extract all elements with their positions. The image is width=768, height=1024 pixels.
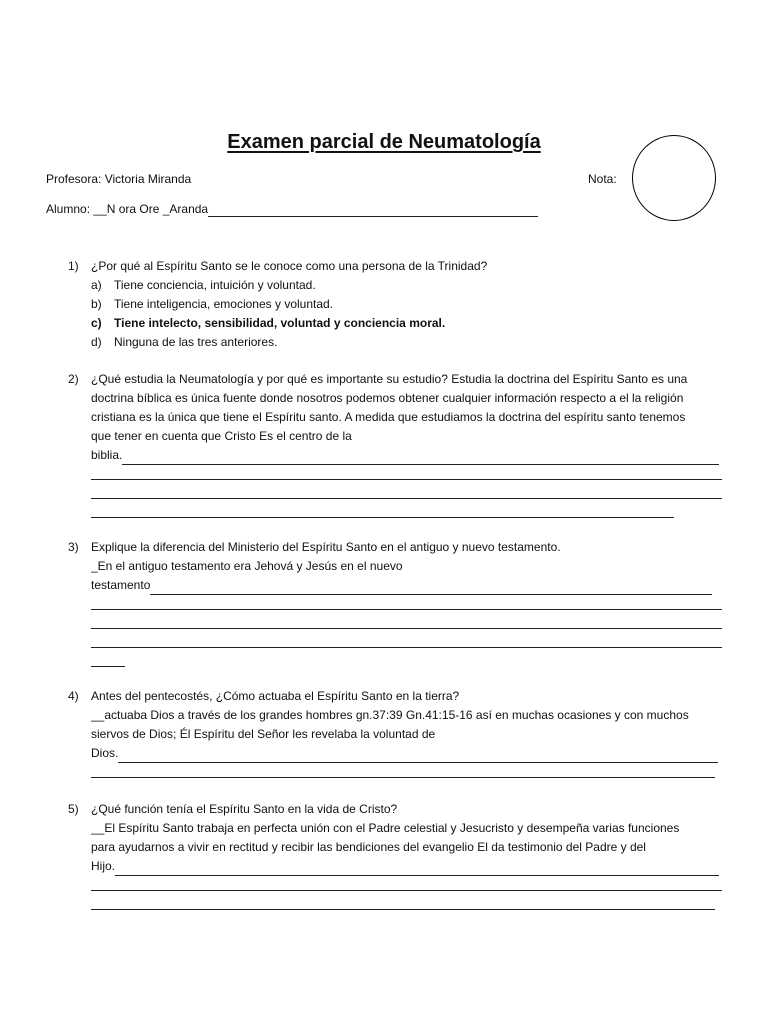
question-number: 5) <box>68 802 79 816</box>
answer-blank-line[interactable] <box>91 503 725 522</box>
question-body <box>91 538 725 671</box>
option-d[interactable] <box>91 333 725 352</box>
question-text-line: Explique la diferencia del Ministerio del Espíritu Santo en el antiguo y nuevo testamento. <box>91 540 561 554</box>
question-number: 3) <box>68 540 79 554</box>
question-number: 2) <box>68 372 79 386</box>
option-text: Tiene intelecto, sensibilidad, voluntad y conciencia moral. <box>114 316 446 330</box>
answer-line: doctrina bíblica es única fuente donde nosotros podemos obtener cualquier información respecto a el la religión <box>91 391 684 405</box>
answer-line: siervos de Dios; Él Espíritu del Señor les revelaba la voluntad de <box>91 727 436 741</box>
answer-text: Hijo. <box>91 859 116 873</box>
option-b[interactable] <box>91 295 725 314</box>
answer-blank[interactable] <box>118 749 718 763</box>
question-body <box>91 257 725 352</box>
question-text-line: ¿Qué función tenía el Espíritu Santo en la vida de Cristo? <box>91 802 398 816</box>
answer-blank-line[interactable] <box>91 633 725 652</box>
answer-line: para ayudarnos a vivir en rectitud y recibir las bendiciones del evangelio El da testimonio del Padre y del <box>91 840 646 854</box>
student-line <box>46 202 538 217</box>
answer-text: Dios. <box>91 746 119 760</box>
answer-blank-line[interactable] <box>91 595 725 614</box>
answer-blank-line[interactable] <box>91 895 725 914</box>
option-a[interactable] <box>91 276 725 295</box>
answer-blank-line[interactable] <box>91 876 725 895</box>
answer-text: testamento <box>91 578 151 592</box>
answer-line: que tener en cuenta que Cristo Es el centro de la <box>91 429 352 443</box>
question-number: 4) <box>68 689 79 703</box>
answer-line: __El Espíritu Santo trabaja en perfecta unión con el Padre celestial y Jesucristo y desempeña varias funciones <box>91 821 680 835</box>
answer-blank[interactable] <box>122 451 719 465</box>
answer-blank[interactable] <box>150 581 712 595</box>
answer-blank-line[interactable] <box>91 614 725 633</box>
answer-line-end <box>91 857 725 876</box>
question-text: ¿Por qué al Espíritu Santo se le conoce como una persona de la Trinidad? <box>91 259 488 273</box>
student-name-blank[interactable] <box>208 203 538 217</box>
question-body <box>91 687 725 782</box>
question-body <box>91 800 725 914</box>
answer-line-end <box>91 576 725 595</box>
answer-blank[interactable] <box>115 862 719 876</box>
question-text-line: ¿Qué estudia la Neumatología y por qué es importante su estudio? Estudia la doctrina del Espíritu Santo es una <box>91 372 688 386</box>
answer-text: biblia. <box>91 448 123 462</box>
student-name: Alumno: __N ora Ore _Aranda <box>46 202 209 216</box>
option-letter: c) <box>91 316 102 330</box>
answer-blank-line[interactable] <box>91 652 725 671</box>
option-c-selected[interactable] <box>91 314 725 333</box>
answer-line-end <box>91 446 725 465</box>
option-letter: d) <box>91 335 102 349</box>
answer-line-end <box>91 744 725 763</box>
option-letter: a) <box>91 278 102 292</box>
question-number: 1) <box>68 259 79 273</box>
grade-label: Nota: <box>588 172 617 186</box>
option-text: Tiene conciencia, intuición y voluntad. <box>114 278 316 292</box>
question-text-line: Antes del pentecostés, ¿Cómo actuaba el Espíritu Santo en la tierra? <box>91 689 460 703</box>
answer-line: _En el antiguo testamento era Jehová y Jesús en el nuevo <box>91 559 403 573</box>
answer-blank-line[interactable] <box>91 763 725 782</box>
answer-blank-line[interactable] <box>91 465 725 484</box>
option-text: Tiene inteligencia, emociones y voluntad. <box>114 297 334 311</box>
grade-circle[interactable] <box>632 135 716 221</box>
option-text: Ninguna de las tres anteriores. <box>114 335 278 349</box>
exam-title: Examen parcial de Neumatología <box>227 131 541 153</box>
question-body <box>91 370 725 522</box>
answer-line: __actuaba Dios a través de los grandes hombres gn.37:39 Gn.41:15-16 así en muchas ocasiones y con muchos <box>91 708 689 722</box>
teacher-line: Profesora: Victoria Miranda <box>46 172 192 186</box>
answer-blank-line[interactable] <box>91 484 725 503</box>
answer-line: cristiana es la única que tiene el Espíritu santo. A medida que estudiamos la doctrina del espíritu santo tenemos <box>91 410 686 424</box>
option-letter: b) <box>91 297 102 311</box>
